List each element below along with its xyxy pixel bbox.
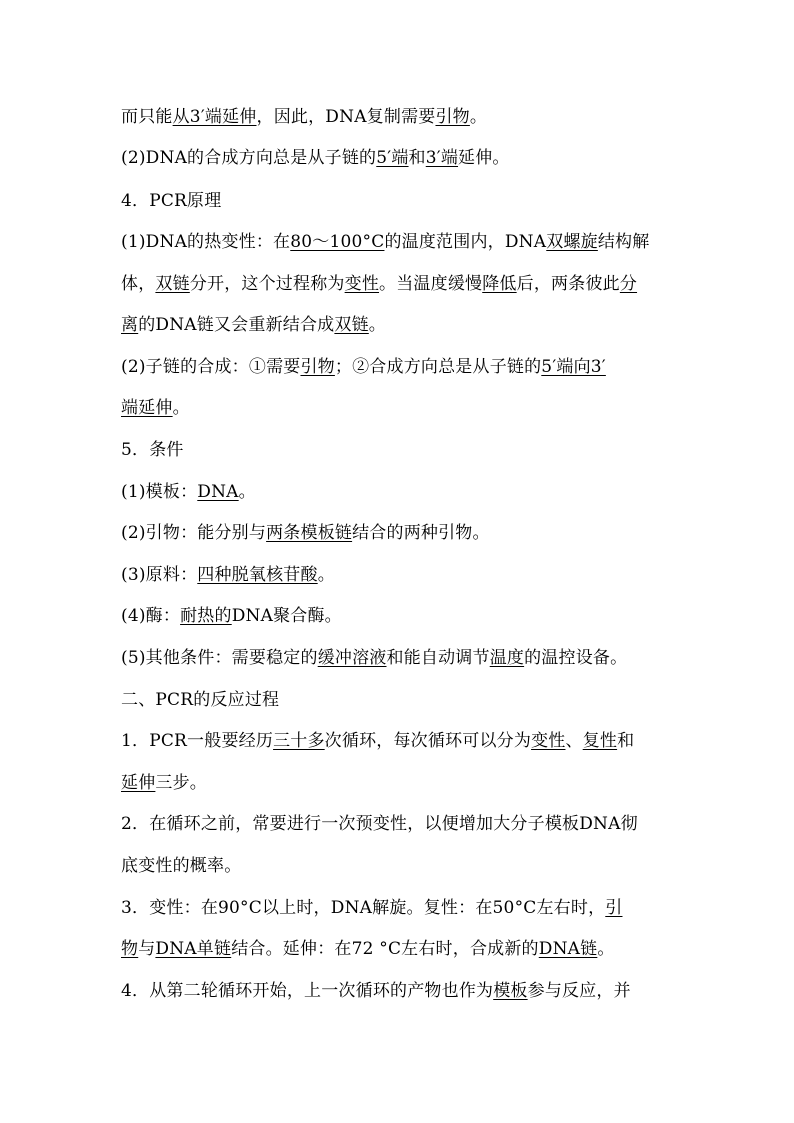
underlined-answer: 引 bbox=[605, 898, 623, 918]
text-line-11 bbox=[121, 521, 701, 545]
text-segment: 后，两条彼此 bbox=[516, 274, 620, 294]
underlined-answer: 两条模板链 bbox=[266, 523, 353, 543]
underlined-answer: DNA单链 bbox=[155, 939, 232, 959]
text-segment: 。当温度缓慢 bbox=[379, 274, 483, 294]
text-line-22 bbox=[121, 979, 701, 1003]
text-segment: 的DNA链又会重新结合成 bbox=[138, 315, 335, 335]
underlined-answer: 三十多 bbox=[273, 731, 325, 751]
underlined-answer: 3′端 bbox=[425, 148, 459, 168]
text-segment: 3．变性：在90°C以上时，DNA解旋。复性：在50°C左右时， bbox=[121, 898, 606, 918]
text-line-21 bbox=[121, 937, 701, 961]
text-segment: 1．PCR一般要经历 bbox=[121, 731, 274, 751]
underlined-answer: 5′端向3′ bbox=[541, 357, 606, 377]
text-line-10 bbox=[121, 480, 701, 504]
text-line-20 bbox=[121, 896, 701, 920]
text-segment: 分开，这个过程称为 bbox=[189, 274, 345, 294]
underlined-answer: 引物 bbox=[435, 107, 470, 127]
text-segment: 结合的两种引物。 bbox=[352, 523, 490, 543]
text-line-19 bbox=[121, 854, 701, 878]
underlined-answer: 耐热的 bbox=[180, 606, 232, 626]
heading-text: 二、PCR的反应过程 bbox=[121, 690, 280, 710]
underlined-answer: 物 bbox=[121, 939, 139, 959]
text-segment: 结构解 bbox=[597, 232, 650, 252]
text-segment: (4)酶： bbox=[121, 606, 181, 626]
underlined-answer: 缓冲溶液 bbox=[317, 648, 387, 668]
underlined-answer: 复性 bbox=[582, 731, 618, 751]
text-segment: 参与反应，并 bbox=[527, 981, 631, 1001]
underlined-answer: 端延伸 bbox=[121, 398, 173, 418]
text-segment: 4．从第二轮循环开始，上一次循环的产物也作为 bbox=[121, 981, 494, 1001]
underlined-answer: 双链 bbox=[334, 315, 369, 335]
heading-text: 5．条件 bbox=[121, 440, 184, 460]
text-line-12 bbox=[121, 563, 701, 587]
text-line-16 bbox=[121, 729, 701, 753]
text-segment: 。 bbox=[172, 398, 190, 418]
underlined-answer: 变性 bbox=[344, 274, 380, 294]
text-segment: 体， bbox=[121, 274, 156, 294]
heading-text: 4．PCR原理 bbox=[121, 191, 222, 211]
text-segment: (2)引物：能分别与 bbox=[121, 523, 267, 543]
section-heading-pcr-process bbox=[121, 688, 701, 712]
text-segment: (2)子链的合成：①需要 bbox=[121, 357, 301, 377]
underlined-answer: 模板 bbox=[493, 981, 528, 1001]
text-line-1 bbox=[121, 105, 701, 129]
text-segment: 次循环，每次循环可以分为 bbox=[324, 731, 532, 751]
text-segment: (3)原料： bbox=[121, 565, 198, 585]
text-line-14 bbox=[121, 646, 701, 670]
text-segment: DNA聚合酶。 bbox=[231, 606, 342, 626]
underlined-answer: 离 bbox=[121, 315, 139, 335]
underlined-answer: 引物 bbox=[300, 357, 335, 377]
text-line-17 bbox=[121, 771, 701, 795]
text-segment: ；②合成方向总是从子链的 bbox=[334, 357, 542, 377]
text-segment: 而只能 bbox=[121, 107, 173, 127]
text-segment: 和 bbox=[617, 731, 635, 751]
text-line-4 bbox=[121, 230, 701, 254]
text-segment: 底变性的概率。 bbox=[121, 856, 242, 876]
section-heading-pcr-principle bbox=[121, 189, 701, 213]
underlined-answer: 四种脱氧核苷酸 bbox=[197, 565, 318, 585]
underlined-answer: DNA bbox=[197, 482, 239, 502]
text-segment: 延伸。 bbox=[458, 148, 510, 168]
text-line-8 bbox=[121, 396, 701, 420]
underlined-answer: 延伸 bbox=[121, 773, 156, 793]
text-segment: 和能自动调节 bbox=[386, 648, 490, 668]
text-segment: 。 bbox=[238, 482, 256, 502]
text-segment: (2)DNA的合成方向总是从子链的 bbox=[121, 148, 377, 168]
text-segment: 和 bbox=[408, 148, 426, 168]
text-segment: 2．在循环之前，常要进行一次预变性，以便增加大分子模板DNA彻 bbox=[121, 814, 638, 834]
text-segment: 的温度范围内，DNA bbox=[384, 232, 547, 252]
text-segment: (5)其他条件：需要稳定的 bbox=[121, 648, 318, 668]
text-segment: 。 bbox=[317, 565, 335, 585]
text-segment: 、 bbox=[565, 731, 583, 751]
text-segment: 。 bbox=[597, 939, 615, 959]
text-segment: 的温控设备。 bbox=[524, 648, 628, 668]
text-line-18 bbox=[121, 812, 701, 836]
text-segment: 三步。 bbox=[155, 773, 208, 793]
underlined-answer: 双螺旋 bbox=[546, 232, 598, 252]
underlined-answer: 5′端 bbox=[376, 148, 409, 168]
text-segment: 结合。延伸：在72 °C左右时，合成新的 bbox=[231, 939, 539, 959]
underlined-answer: 双链 bbox=[155, 274, 190, 294]
underlined-answer: 从3′端延伸 bbox=[172, 107, 257, 127]
underlined-answer: DNA链 bbox=[538, 939, 598, 959]
underlined-answer: 变性 bbox=[531, 731, 566, 751]
section-heading-conditions bbox=[121, 438, 701, 462]
underlined-answer: 分 bbox=[619, 274, 638, 294]
underlined-answer: 温度 bbox=[489, 648, 525, 668]
underlined-answer: 80～100°C bbox=[290, 232, 385, 252]
text-segment: 。 bbox=[368, 315, 386, 335]
text-line-2 bbox=[121, 146, 701, 170]
text-segment: (1)DNA的热变性：在 bbox=[121, 232, 291, 252]
text-segment: ，因此，DNA复制需要 bbox=[256, 107, 436, 127]
text-segment: (1)模板： bbox=[121, 482, 198, 502]
text-line-7 bbox=[121, 355, 701, 379]
underlined-answer: 降低 bbox=[482, 274, 517, 294]
text-segment: 。 bbox=[469, 107, 488, 127]
text-line-6 bbox=[121, 313, 701, 337]
text-line-13 bbox=[121, 604, 701, 628]
text-line-5 bbox=[121, 272, 701, 296]
text-segment: 与 bbox=[138, 939, 156, 959]
